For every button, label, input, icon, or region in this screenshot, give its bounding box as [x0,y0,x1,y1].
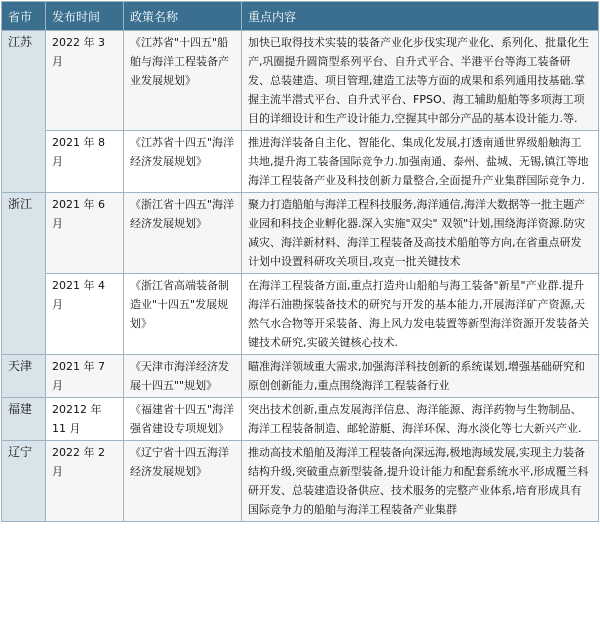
header-date: 发布时间 [46,2,124,31]
content-cell: 加快已取得技术实装的装备产业化步伐实现产业化、系列化、批量化生产,巩圈提升圆筒型系列平台、自升式平合、半港平台等海工装备研发、总装建造、项目管理,建造工法等方面的成果和系列通用技基础.掌握主流半潜式平台、自升式平台、FPSO、海工辅助船舶等多项海工项目的详细设计和生产设计能力,空握其中部分产品的基本设计能力.等. [242,31,599,131]
policy-cell: 《天津市海洋经济发展十四五""规划》 [124,355,242,398]
province-cell: 天津 [2,355,46,398]
policy-cell: 《江苏省"十四五"船舶与海洋工程装备产业发展规划》 [124,31,242,131]
date-cell: 2021 年 4 月 [46,274,124,355]
content-cell: 聚力打造船舶与海洋工程科技服务,海洋通信,海洋大数据等一批主题产业园和科技企业孵化器.深入实施"双尖" 双领"计划,围绕海洋资源.防灾减灾、海洋新材料、海洋工程装备及高技术船舶等方向,在省重点研发计划中设置科研攻关项目,攻克一批关键技术 [242,193,599,274]
policy-cell: 《浙江省十四五"海洋经济发展规划》 [124,193,242,274]
content-cell: 在海洋工程装备方面,重点打造舟山船舶与海工装备"新星"产业群.提升海洋石油勘探装备技术的研究与开发的基本能力,开展海洋矿产资源,天然气水合物等开采装备、海上风力发电装置等新型海洋资源开发装备关键技术研究,实破关键核心技术. [242,274,599,355]
policy-cell: 《辽宁省十四五海洋经济发展规划》 [124,441,242,522]
content-cell: 推进海洋装备自主化、智能化、集成化发展,打透南通世界级船触海工共地,提升海工装备国际竞争力.加强南通、泰州、盐城、无锡,镇江等地海洋工程装备产业及科技创新力量整合,全面提升产业集群国际竞争力. [242,131,599,193]
table-row [2,193,599,274]
province-cell: 辽宁 [2,441,46,522]
date-cell: 20212 年 11 月 [46,398,124,441]
table-row [2,441,599,522]
header-province: 省市 [2,2,46,31]
date-cell: 2022 年 2 月 [46,441,124,522]
date-cell: 2021 年 8 月 [46,131,124,193]
province-cell: 浙江 [2,193,46,355]
content-cell: 瞄准海洋领域重大需求,加强海洋科技创新的系统谋划,增强基础研究和原创创新能力,重点围绕海洋工程装备行业 [242,355,599,398]
date-cell: 2022 年 3 月 [46,31,124,131]
content-cell: 推动高技术船舶及海洋工程装备向深远海,极地海域发展,实现主力装备结构升级,突破重点新型装备,提升设计能力和配套系统水平,形成覆兰科研开发、总装建造设备供应、技术服务的完整产业体系,培育形成具有国际竞争力的船舶与海洋工程装备产业集群 [242,441,599,522]
policy-cell: 《江苏省十四五"海洋经济发展规划》 [124,131,242,193]
policy-cell: 《福建省十四五"海洋强省建设专项规划》 [124,398,242,441]
table-row [2,355,599,398]
policy-table [1,1,599,522]
table-row [2,131,599,193]
header-content: 重点内容 [242,2,599,31]
province-cell: 江苏 [2,31,46,193]
date-cell: 2021 年 7 月 [46,355,124,398]
header-row [2,2,599,31]
policy-cell: 《浙江省高端装备制造业"十四五"发展规划》 [124,274,242,355]
table-row [2,31,599,131]
province-cell: 福建 [2,398,46,441]
table-row [2,274,599,355]
date-cell: 2021 年 6 月 [46,193,124,274]
content-cell: 突出技术创新,重点发展海洋信息、海洋能源、海洋药物与生物制品、海洋工程装备制造、邮轮游艇、海洋环保、海水淡化等七大新兴产业. [242,398,599,441]
header-policy: 政策名称 [124,2,242,31]
table-row [2,398,599,441]
